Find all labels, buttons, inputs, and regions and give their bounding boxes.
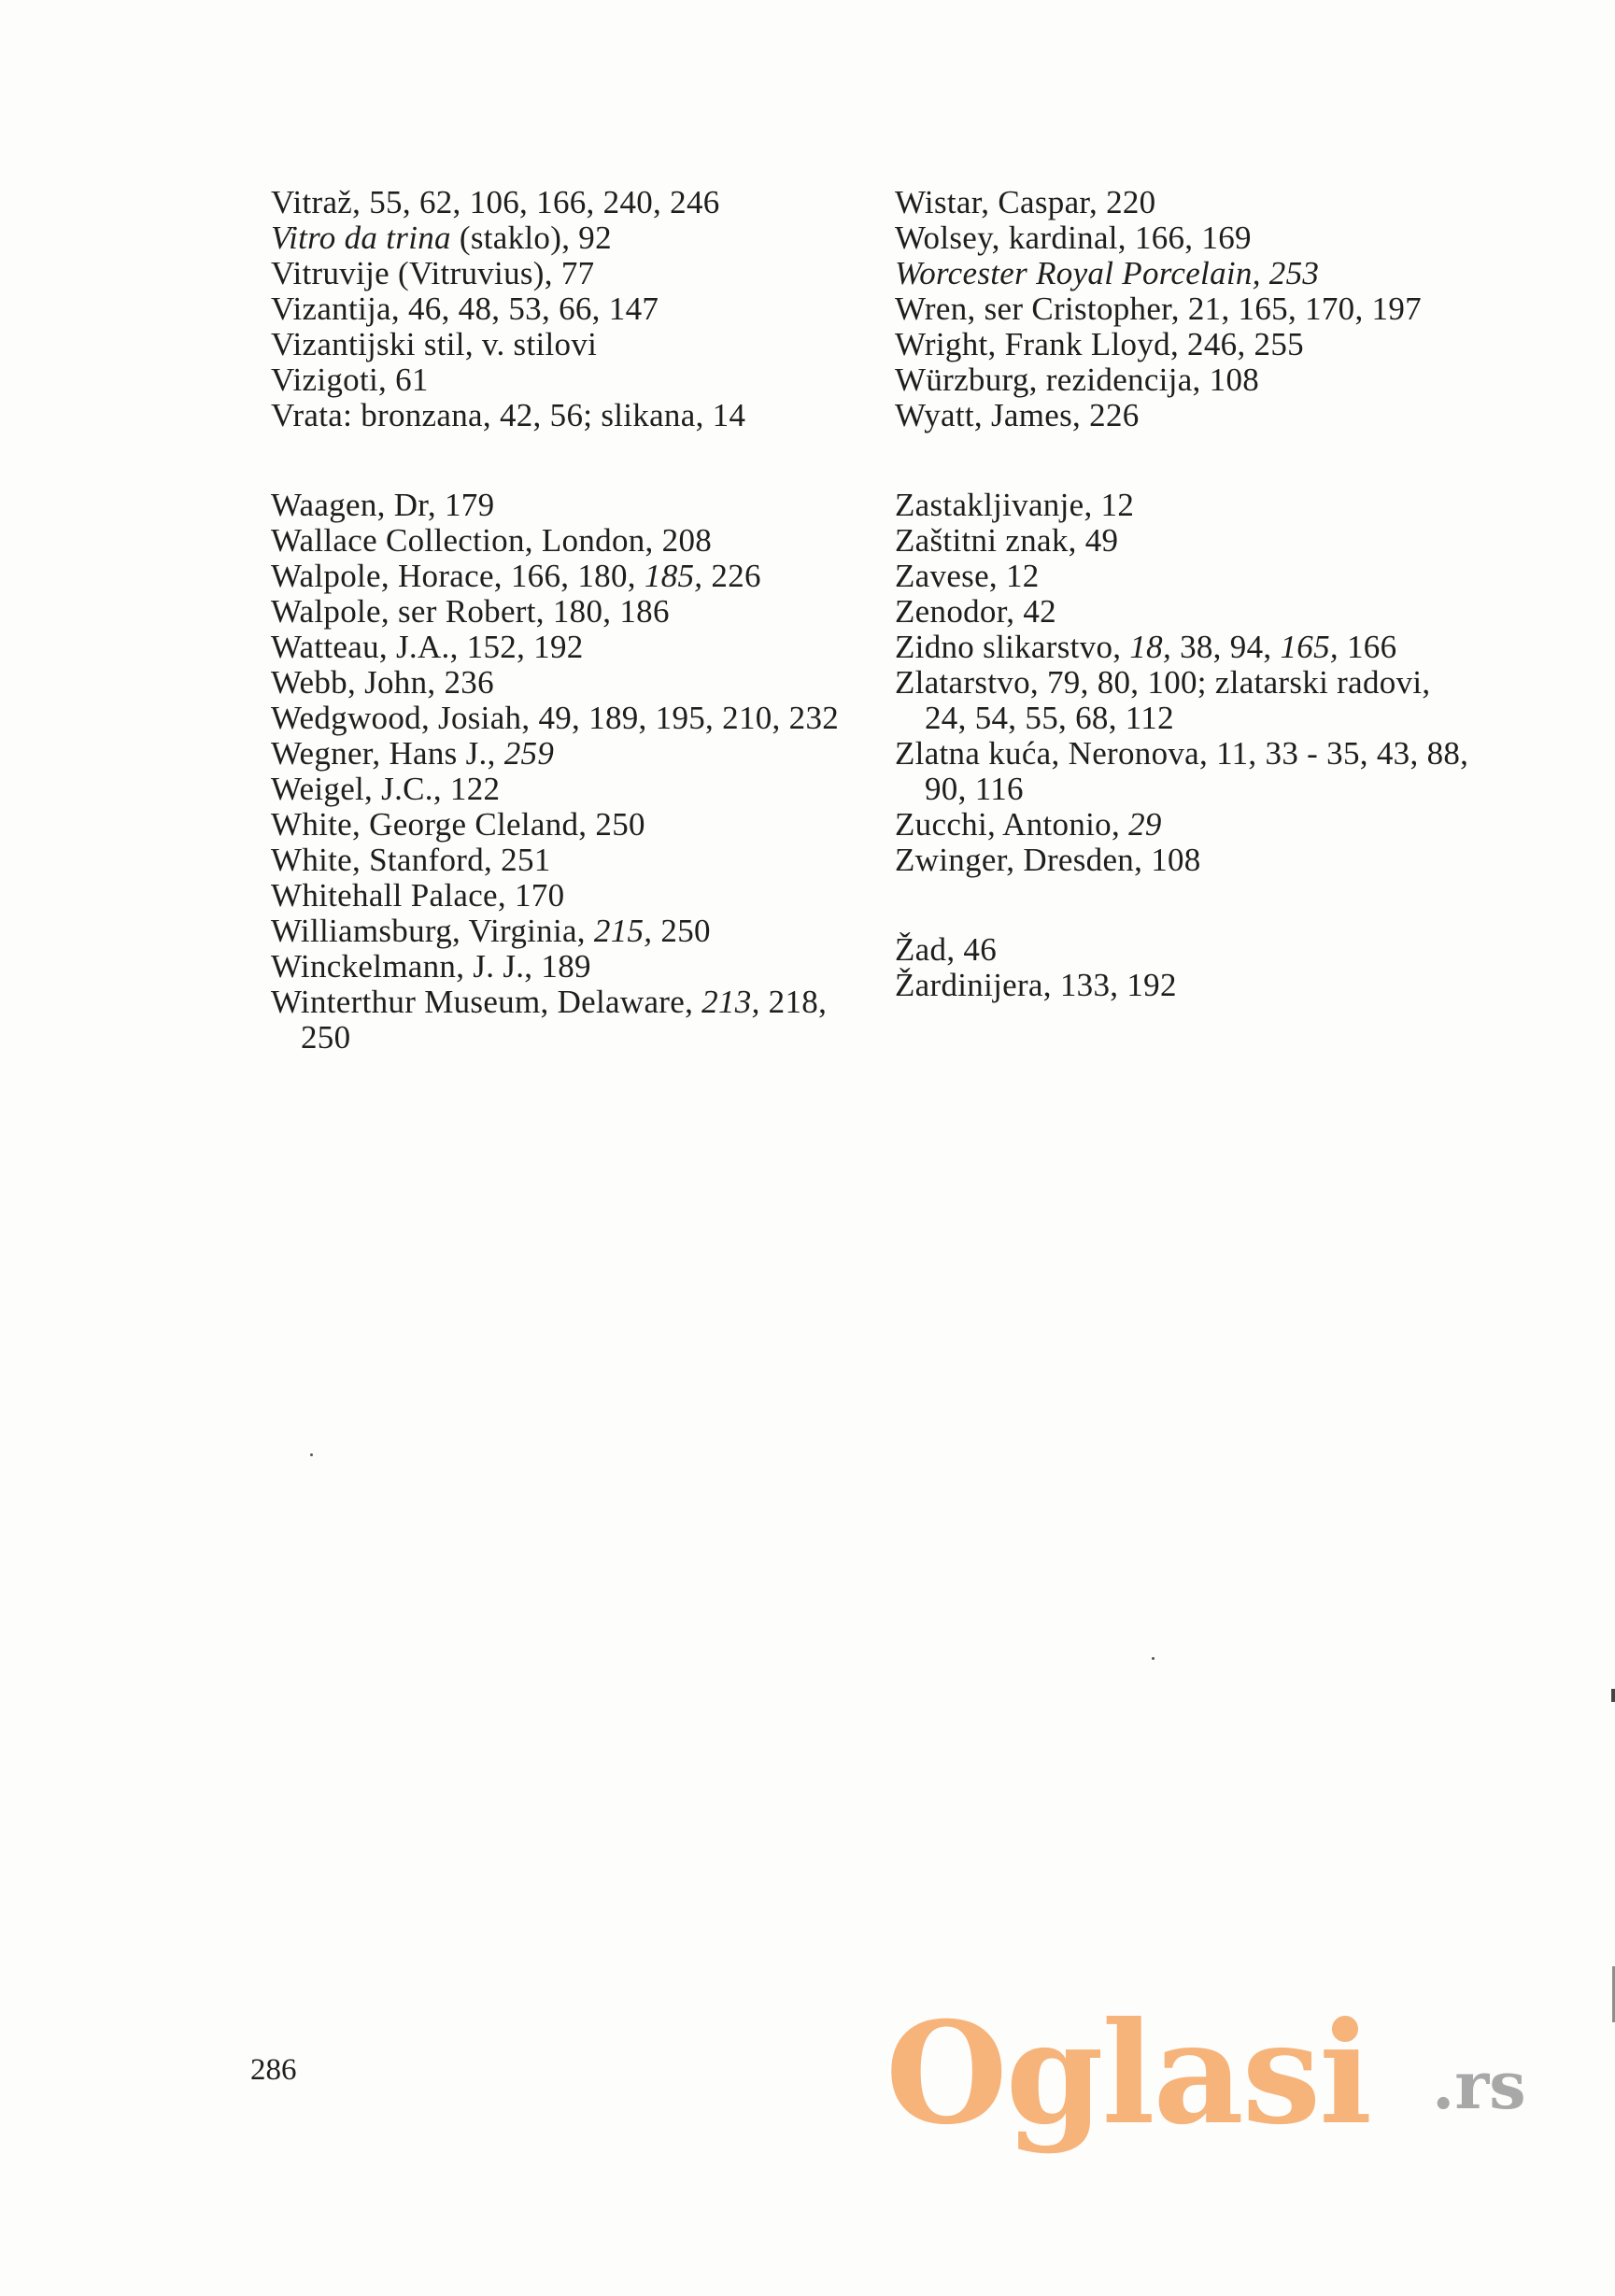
index-entry-italic-text: 215, (593, 913, 653, 949)
index-entry (895, 488, 1474, 523)
index-entry-text: Zucchi, Antonio, (895, 806, 1129, 843)
index-entry-text: White, George Cleland, 250 (271, 806, 645, 843)
index-entry (271, 701, 850, 736)
index-entry-italic-text: Vitro da trina (271, 220, 451, 256)
index-entry (271, 594, 850, 630)
index-entry-italic-text: 259 (503, 735, 555, 772)
index-entry-text: Vrata: bronzana, 42, 56; slikana, 14 (271, 397, 746, 433)
index-entry (271, 736, 850, 772)
index-entry (271, 665, 850, 701)
index-entry-text: Zwinger, Dresden, 108 (895, 842, 1201, 878)
index-entry-text: Wistar, Caspar, 220 (895, 184, 1156, 220)
index-entry-italic-text: 213, (701, 984, 760, 1020)
index-entry-text: Wedgwood, Josiah, 49, 189, 195, 210, 232 (271, 700, 840, 736)
index-entry-text: Vizantijski stil, v. stilovi (271, 326, 598, 362)
index-entry (271, 914, 850, 949)
index-entry-text: Vitruvije (Vitruvius), 77 (271, 255, 595, 291)
index-section-gap (895, 878, 1474, 932)
index-entry (271, 185, 850, 220)
index-entry (271, 807, 850, 843)
index-entry-italic-text: 165, (1280, 629, 1339, 665)
watermark-logo (885, 1980, 1558, 2167)
index-entry-text: 38, 94, (1171, 629, 1281, 665)
watermark-tld-text: .rs (1432, 2047, 1526, 2124)
index-entry-text: Webb, John, 236 (271, 664, 494, 701)
index-entry-text: Whitehall Palace, 170 (271, 877, 565, 914)
index-entry (895, 291, 1474, 327)
index-entry (271, 523, 850, 559)
paper-speck (310, 1453, 313, 1456)
index-entry (271, 398, 850, 433)
index-entry (895, 630, 1474, 665)
index-entry (271, 220, 850, 256)
index-entry-text: Zaštitni znak, 49 (895, 522, 1119, 559)
index-entry (895, 327, 1474, 362)
index-entry (895, 932, 1474, 968)
index-entry-text: White, Stanford, 251 (271, 842, 551, 878)
index-entry (895, 185, 1474, 220)
index-entry (271, 843, 850, 878)
index-entry-text: (staklo), 92 (450, 220, 612, 256)
index-entry (271, 772, 850, 807)
index-entry (271, 362, 850, 398)
index-entry (271, 291, 850, 327)
index-entry-text: Winterthur Museum, Delaware, (271, 984, 702, 1020)
index-entry-text: Wallace Collection, London, 208 (271, 522, 713, 559)
index-entry-italic-text: 29 (1128, 806, 1162, 843)
index-entry-italic-text: 18, (1129, 629, 1172, 665)
index-column-right (895, 185, 1474, 1003)
index-entry-text: 226 (702, 558, 761, 594)
index-entry-text: Wright, Frank Lloyd, 246, 255 (895, 326, 1304, 362)
index-entry (271, 488, 850, 523)
paper-edge-mark (1611, 1689, 1615, 1702)
index-column-left (271, 185, 850, 1056)
index-entry-text: 166 (1338, 629, 1397, 665)
index-entry (895, 736, 1474, 807)
index-entry (271, 630, 850, 665)
index-entry (895, 968, 1474, 1003)
index-entry-text: Vitraž, 55, 62, 106, 166, 240, 246 (271, 184, 720, 220)
index-entry (895, 807, 1474, 843)
index-entry (895, 256, 1474, 291)
index-entry-text: Waagen, Dr, 179 (271, 487, 495, 523)
index-entry-text: Žardinijera, 133, 192 (895, 967, 1177, 1003)
index-entry-text: Zlatna kuća, Neronova, 11, 33 - 35, 43, 88, 90, 116 (895, 735, 1469, 807)
index-entry (271, 559, 850, 594)
index-entry (895, 398, 1474, 433)
index-entry-italic-text: 185, (644, 558, 703, 594)
index-entry (895, 559, 1474, 594)
index-entry-text: Wyatt, James, 226 (895, 397, 1140, 433)
index-entry-text: Wren, ser Cristopher, 21, 165, 170, 197 (895, 291, 1422, 327)
index-entry-text: Williamsburg, Virginia, (271, 913, 594, 949)
index-entry-text: 250 (652, 913, 711, 949)
index-entry (895, 594, 1474, 630)
page-number: 286 (250, 2053, 297, 2087)
index-entry (271, 256, 850, 291)
index-entry-text: Zavese, 12 (895, 558, 1040, 594)
index-entry-text: Würzburg, rezidencija, 108 (895, 361, 1260, 398)
index-entry-text: Zlatarstvo, 79, 80, 100; zlatarski radovi, 24, 54, 55, 68, 112 (895, 664, 1431, 736)
index-entry-text: Weigel, J.C., 122 (271, 771, 501, 807)
index-entry-text: Vizantija, 46, 48, 53, 66, 147 (271, 291, 659, 327)
index-entry (895, 362, 1474, 398)
index-entry (895, 843, 1474, 878)
index-entry-text: Walpole, Horace, 166, 180, (271, 558, 645, 594)
index-entry (271, 949, 850, 985)
watermark-main-text: Oglasi (885, 1991, 1371, 2156)
index-entry (895, 665, 1474, 736)
index-entry (895, 220, 1474, 256)
paper-speck (1152, 1657, 1155, 1660)
index-entry-text: Žad, 46 (895, 931, 998, 968)
index-entry-text: Zastakljivanje, 12 (895, 487, 1135, 523)
index-entry-italic-text: Worcester Royal Porcelain, 253 (895, 255, 1320, 291)
index-entry (271, 985, 850, 1056)
index-entry-text: Zidno slikarstvo, (895, 629, 1130, 665)
index-entry-text: Watteau, J.A., 152, 192 (271, 629, 584, 665)
index-entry (895, 523, 1474, 559)
index-entry-text: Winckelmann, J. J., 189 (271, 948, 591, 985)
index-entry-text: Walpole, ser Robert, 180, 186 (271, 593, 670, 630)
index-entry-text: Vizigoti, 61 (271, 361, 429, 398)
index-entry-text: 218, 250 (301, 984, 828, 1056)
index-entry (271, 878, 850, 914)
index-section-gap (895, 433, 1474, 488)
index-section-gap (271, 433, 850, 488)
index-entry-text: Zenodor, 42 (895, 593, 1056, 630)
index-entry (271, 327, 850, 362)
index-entry-text: Wegner, Hans J., (271, 735, 504, 772)
index-entry-text: Wolsey, kardinal, 166, 169 (895, 220, 1252, 256)
